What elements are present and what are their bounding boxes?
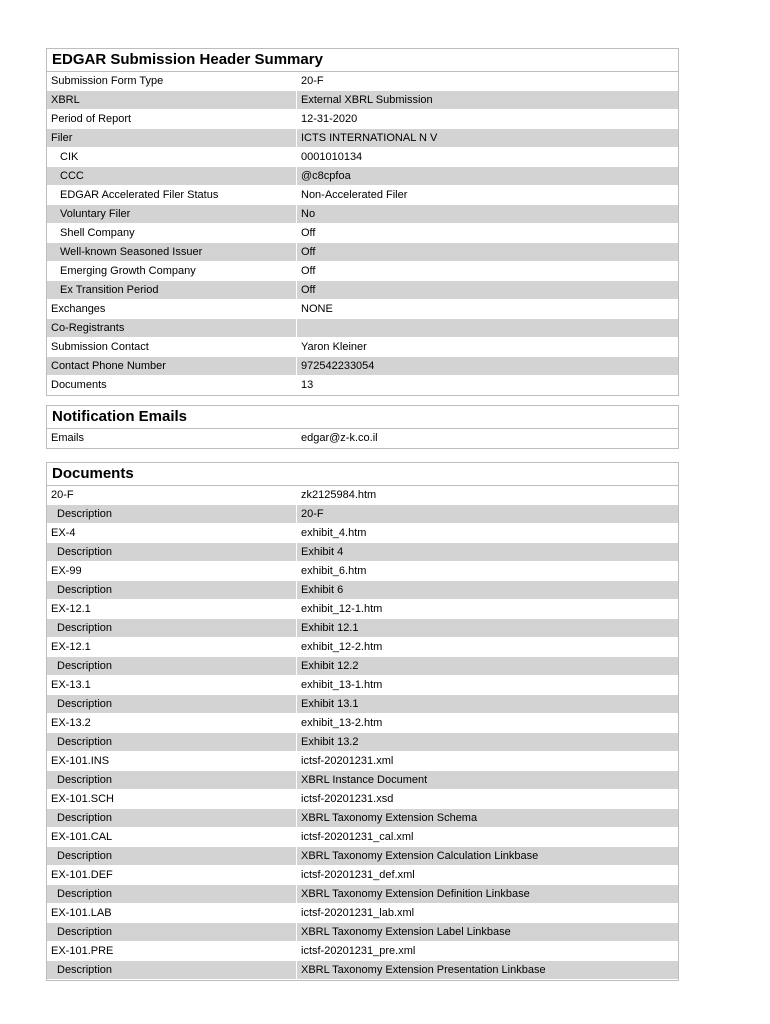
row-value: Exhibit 12.1: [297, 619, 679, 638]
row-label: EX-101.LAB: [47, 904, 297, 923]
row-label: Documents: [47, 376, 297, 395]
row-label: Exchanges: [47, 300, 297, 319]
row-value: [297, 319, 679, 338]
row-value: Exhibit 4: [297, 543, 679, 562]
table-row: [47, 129, 678, 148]
row-label: XBRL: [47, 91, 297, 110]
row-value: zk2125984.htm: [297, 486, 679, 505]
row-label: EX-101.SCH: [47, 790, 297, 809]
row-label: Filer: [47, 129, 297, 148]
row-label: EX-12.1: [47, 600, 297, 619]
row-label: EX-101.DEF: [47, 866, 297, 885]
table-row: [47, 790, 678, 809]
table-row: [47, 505, 678, 524]
row-label: Co-Registrants: [47, 319, 297, 338]
table-row: [47, 771, 678, 790]
notification-emails-table: [47, 429, 678, 448]
table-row: [47, 148, 678, 167]
table-row: [47, 262, 678, 281]
row-label: Emails: [47, 429, 297, 448]
table-row: [47, 486, 678, 505]
table-row: [47, 524, 678, 543]
row-value: exhibit_13-2.htm: [297, 714, 679, 733]
table-row: [47, 300, 678, 319]
table-row: [47, 809, 678, 828]
row-value: 20-F: [297, 72, 679, 91]
table-row: [47, 91, 678, 110]
row-value: edgar@z-k.co.il: [297, 429, 679, 448]
table-row: [47, 72, 678, 91]
row-label: EDGAR Accelerated Filer Status: [47, 186, 297, 205]
row-label: EX-101.CAL: [47, 828, 297, 847]
table-row: [47, 638, 678, 657]
table-row: [47, 338, 678, 357]
row-value: Off: [297, 224, 679, 243]
row-value: ictsf-20201231_lab.xml: [297, 904, 679, 923]
row-value: XBRL Taxonomy Extension Label Linkbase: [297, 923, 679, 942]
row-label: Ex Transition Period: [47, 281, 297, 300]
table-row: [47, 885, 678, 904]
row-value: ictsf-20201231.xsd: [297, 790, 679, 809]
row-value: ictsf-20201231_def.xml: [297, 866, 679, 885]
row-value: XBRL Taxonomy Extension Calculation Linkbase: [297, 847, 679, 866]
table-row: [47, 319, 678, 338]
table-row: [47, 429, 678, 448]
documents-table: [47, 486, 678, 980]
row-value: 972542233054: [297, 357, 679, 376]
row-label: Description: [47, 809, 297, 828]
row-label: Voluntary Filer: [47, 205, 297, 224]
row-label: EX-12.1: [47, 638, 297, 657]
row-label: Description: [47, 733, 297, 752]
row-label: Well-known Seasoned Issuer: [47, 243, 297, 262]
row-label: Shell Company: [47, 224, 297, 243]
row-value: Off: [297, 243, 679, 262]
row-label: EX-13.2: [47, 714, 297, 733]
row-label: Description: [47, 695, 297, 714]
table-row: [47, 357, 678, 376]
row-label: EX-101.PRE: [47, 942, 297, 961]
row-label: Description: [47, 581, 297, 600]
row-value: Non-Accelerated Filer: [297, 186, 679, 205]
row-label: Period of Report: [47, 110, 297, 129]
row-value: XBRL Taxonomy Extension Presentation Linkbase: [297, 961, 679, 980]
row-label: Description: [47, 961, 297, 980]
row-value: Exhibit 13.1: [297, 695, 679, 714]
row-value: Off: [297, 281, 679, 300]
row-value: Exhibit 12.2: [297, 657, 679, 676]
table-row: [47, 600, 678, 619]
table-row: [47, 243, 678, 262]
table-row: [47, 961, 678, 980]
row-value: No: [297, 205, 679, 224]
row-value: 13: [297, 376, 679, 395]
row-label: CCC: [47, 167, 297, 186]
row-value: XBRL Taxonomy Extension Schema: [297, 809, 679, 828]
row-label: EX-99: [47, 562, 297, 581]
row-label: Description: [47, 619, 297, 638]
row-value: 12-31-2020: [297, 110, 679, 129]
table-row: [47, 923, 678, 942]
table-row: [47, 828, 678, 847]
table-row: [47, 942, 678, 961]
row-label: Description: [47, 885, 297, 904]
row-label: Description: [47, 657, 297, 676]
section-title: EDGAR Submission Header Summary: [47, 49, 678, 72]
table-row: [47, 224, 678, 243]
row-label: Description: [47, 847, 297, 866]
row-label: Emerging Growth Company: [47, 262, 297, 281]
row-value: Exhibit 13.2: [297, 733, 679, 752]
table-row: [47, 657, 678, 676]
row-value: ictsf-20201231_cal.xml: [297, 828, 679, 847]
row-value: Off: [297, 262, 679, 281]
row-value: exhibit_12-2.htm: [297, 638, 679, 657]
row-label: EX-101.INS: [47, 752, 297, 771]
row-value: Exhibit 6: [297, 581, 679, 600]
row-label: Description: [47, 771, 297, 790]
documents-section: [46, 462, 679, 981]
table-row: [47, 205, 678, 224]
notification-emails-section: [46, 405, 679, 449]
row-label: Contact Phone Number: [47, 357, 297, 376]
table-row: [47, 714, 678, 733]
table-row: [47, 904, 678, 923]
table-row: [47, 376, 678, 395]
row-value: exhibit_6.htm: [297, 562, 679, 581]
row-value: XBRL Instance Document: [297, 771, 679, 790]
row-label: Description: [47, 505, 297, 524]
row-value: ictsf-20201231.xml: [297, 752, 679, 771]
row-value: XBRL Taxonomy Extension Definition Linkbase: [297, 885, 679, 904]
table-row: [47, 543, 678, 562]
table-row: [47, 562, 678, 581]
row-value: exhibit_13-1.htm: [297, 676, 679, 695]
section-title: Documents: [47, 463, 678, 486]
row-value: exhibit_4.htm: [297, 524, 679, 543]
row-value: NONE: [297, 300, 679, 319]
table-row: [47, 619, 678, 638]
table-row: [47, 281, 678, 300]
row-value: 0001010134: [297, 148, 679, 167]
row-label: Submission Contact: [47, 338, 297, 357]
row-value: exhibit_12-1.htm: [297, 600, 679, 619]
table-row: [47, 167, 678, 186]
table-row: [47, 866, 678, 885]
row-label: Description: [47, 543, 297, 562]
row-label: EX-4: [47, 524, 297, 543]
table-row: [47, 676, 678, 695]
table-row: [47, 110, 678, 129]
submission-header-summary-section: [46, 48, 679, 396]
row-value: 20-F: [297, 505, 679, 524]
table-row: [47, 752, 678, 771]
row-label: Submission Form Type: [47, 72, 297, 91]
row-label: 20-F: [47, 486, 297, 505]
table-row: [47, 695, 678, 714]
row-value: ICTS INTERNATIONAL N V: [297, 129, 679, 148]
row-value: Yaron Kleiner: [297, 338, 679, 357]
row-value: ictsf-20201231_pre.xml: [297, 942, 679, 961]
header-summary-table: [47, 72, 678, 395]
row-label: EX-13.1: [47, 676, 297, 695]
table-row: [47, 733, 678, 752]
row-label: CIK: [47, 148, 297, 167]
row-value: @c8cpfoa: [297, 167, 679, 186]
row-label: Description: [47, 923, 297, 942]
table-row: [47, 847, 678, 866]
section-title: Notification Emails: [47, 406, 678, 429]
row-value: External XBRL Submission: [297, 91, 679, 110]
table-row: [47, 581, 678, 600]
table-row: [47, 186, 678, 205]
